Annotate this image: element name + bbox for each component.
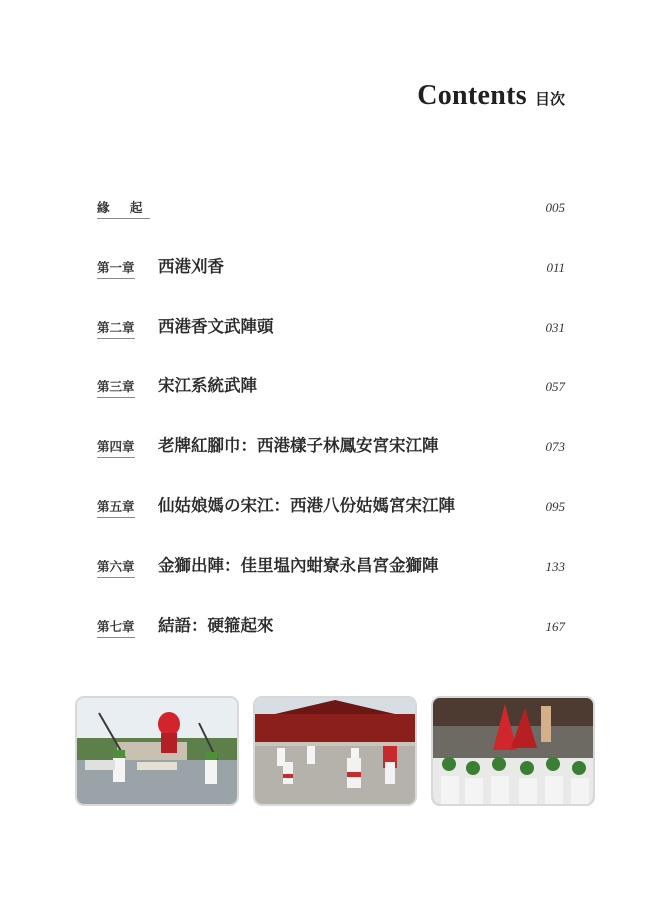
toc-chapter-title: 結語：硬箍起來 (158, 615, 274, 635)
toc-entry-chapter-1[interactable] (97, 257, 565, 317)
table-of-contents (97, 197, 565, 675)
contents-title-en: Contents (417, 80, 527, 111)
toc-entry-chapter-2[interactable] (97, 317, 565, 377)
toc-chapter-label: 第一章 (97, 259, 135, 279)
contents-title-zh: 目次 (534, 90, 565, 108)
toc-chapter-label: 第三章 (97, 378, 135, 398)
toc-page-number: 005 (545, 200, 565, 215)
toc-chapter-title: 老牌紅腳巾：西港樣子林鳳安宮宋江陣 (158, 436, 439, 456)
toc-page-number: 011 (546, 259, 565, 275)
toc-chapter-title: 宋江系統武陣 (158, 376, 257, 396)
toc-chapter-title: 西港香文武陣頭 (158, 316, 274, 336)
toc-entry-chapter-3[interactable] (97, 376, 565, 436)
toc-page-number: 031 (545, 319, 565, 335)
toc-entry-preface[interactable] (97, 197, 565, 257)
toc-entry-chapter-5[interactable] (97, 496, 565, 556)
toc-entry-chapter-4[interactable] (97, 436, 565, 496)
contents-header (417, 80, 565, 112)
toc-chapter-label: 第七章 (97, 618, 135, 638)
toc-page-number: 073 (545, 439, 565, 455)
toc-entry-chapter-6[interactable] (97, 556, 565, 616)
toc-page-number: 057 (545, 379, 565, 395)
toc-chapter-label: 緣 起 (97, 199, 150, 219)
toc-chapter-label: 第四章 (97, 438, 135, 458)
toc-chapter-title: 西港刈香 (158, 256, 224, 276)
toc-chapter-label: 第二章 (97, 319, 135, 339)
toc-page-number: 167 (545, 618, 565, 634)
photo-lion-dance (75, 696, 239, 806)
toc-chapter-label: 第六章 (97, 558, 135, 578)
photo-songjiang-troupe (253, 696, 417, 806)
toc-entry-chapter-7[interactable] (97, 616, 565, 676)
photo-strip (75, 696, 595, 806)
toc-page-number: 133 (545, 558, 565, 574)
toc-page-number: 095 (545, 498, 565, 514)
toc-chapter-label: 第五章 (97, 498, 135, 518)
toc-chapter-title: 金獅出陣：佳里塭內蚶寮永昌宮金獅陣 (158, 555, 439, 575)
photo-crowd-weapons (431, 696, 595, 806)
toc-chapter-title: 仙姑娘媽の宋江：西港八份姑媽宮宋江陣 (158, 495, 455, 515)
